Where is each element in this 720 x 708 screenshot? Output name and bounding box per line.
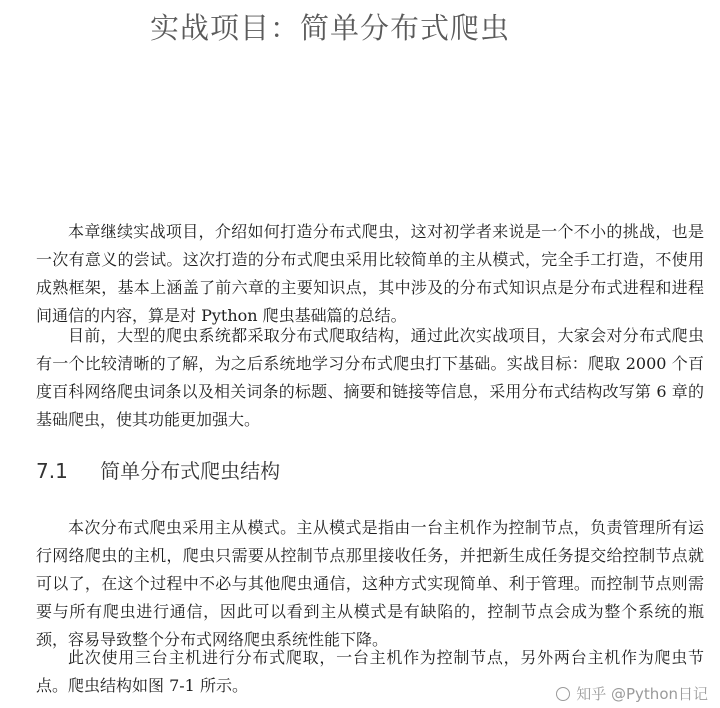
section-paragraph-2: 此次使用三台主机进行分布式爬取，一台主机作为控制节点，另外两台主机作为爬虫节点。爬虫结构如图 7-1 所示。 xyxy=(36,648,704,695)
section-heading xyxy=(36,455,280,484)
watermark-text: 知乎 @Python日记 xyxy=(576,685,708,703)
section-paragraph-1: 本次分布式爬虫采用主从模式。主从模式是指由一台主机作为控制节点，负责管理所有运行网络爬虫的主机，爬虫只需要从控制节点那里接收任务，并把新生成任务提交给控制节点就可以了，在这个过程中不必与其他爬虫通信，这种方式实现简单、利于管理。而控制节点则需要与所有爬虫进行通信，因此可以看到主从模式是有缺陷的，控制节点会成为整个系统的瓶颈，容易导致整个分布式网络爬虫系统性能下降。 xyxy=(36,518,704,649)
chapter-title: 实战项目：简单分布式爬虫 xyxy=(149,11,510,45)
section-number: 7.1 xyxy=(36,459,68,483)
intro-paragraph-1: 本章继续实战项目，介绍如何打造分布式爬虫，这对初学者来说是一个不小的挑战，也是一次有意义的尝试。这次打造的分布式爬虫采用比较简单的主从模式，完全手工打造，不使用成熟框架，基本上涵盖了前六章的主要知识点，其中涉及的分布式知识点是分布式进程和进程间通信的内容，算是对 Python 爬虫基础篇的总结。 xyxy=(36,222,704,325)
logo-icon xyxy=(556,687,570,701)
section-title: 简单分布式爬虫结构 xyxy=(100,459,281,483)
intro-paragraph-2: 目前，大型的爬虫系统都采取分布式爬取结构，通过此次实战项目，大家会对分布式爬虫有一个比较清晰的了解，为之后系统地学习分布式爬虫打下基础。实战目标：爬取 2000 个百度百科网络爬虫词条以及相关词条的标题、摘要和链接等信息，采用分布式结构改写第 6 章的基础爬虫，使其功能更加强大。 xyxy=(36,326,704,429)
watermark xyxy=(554,683,710,704)
